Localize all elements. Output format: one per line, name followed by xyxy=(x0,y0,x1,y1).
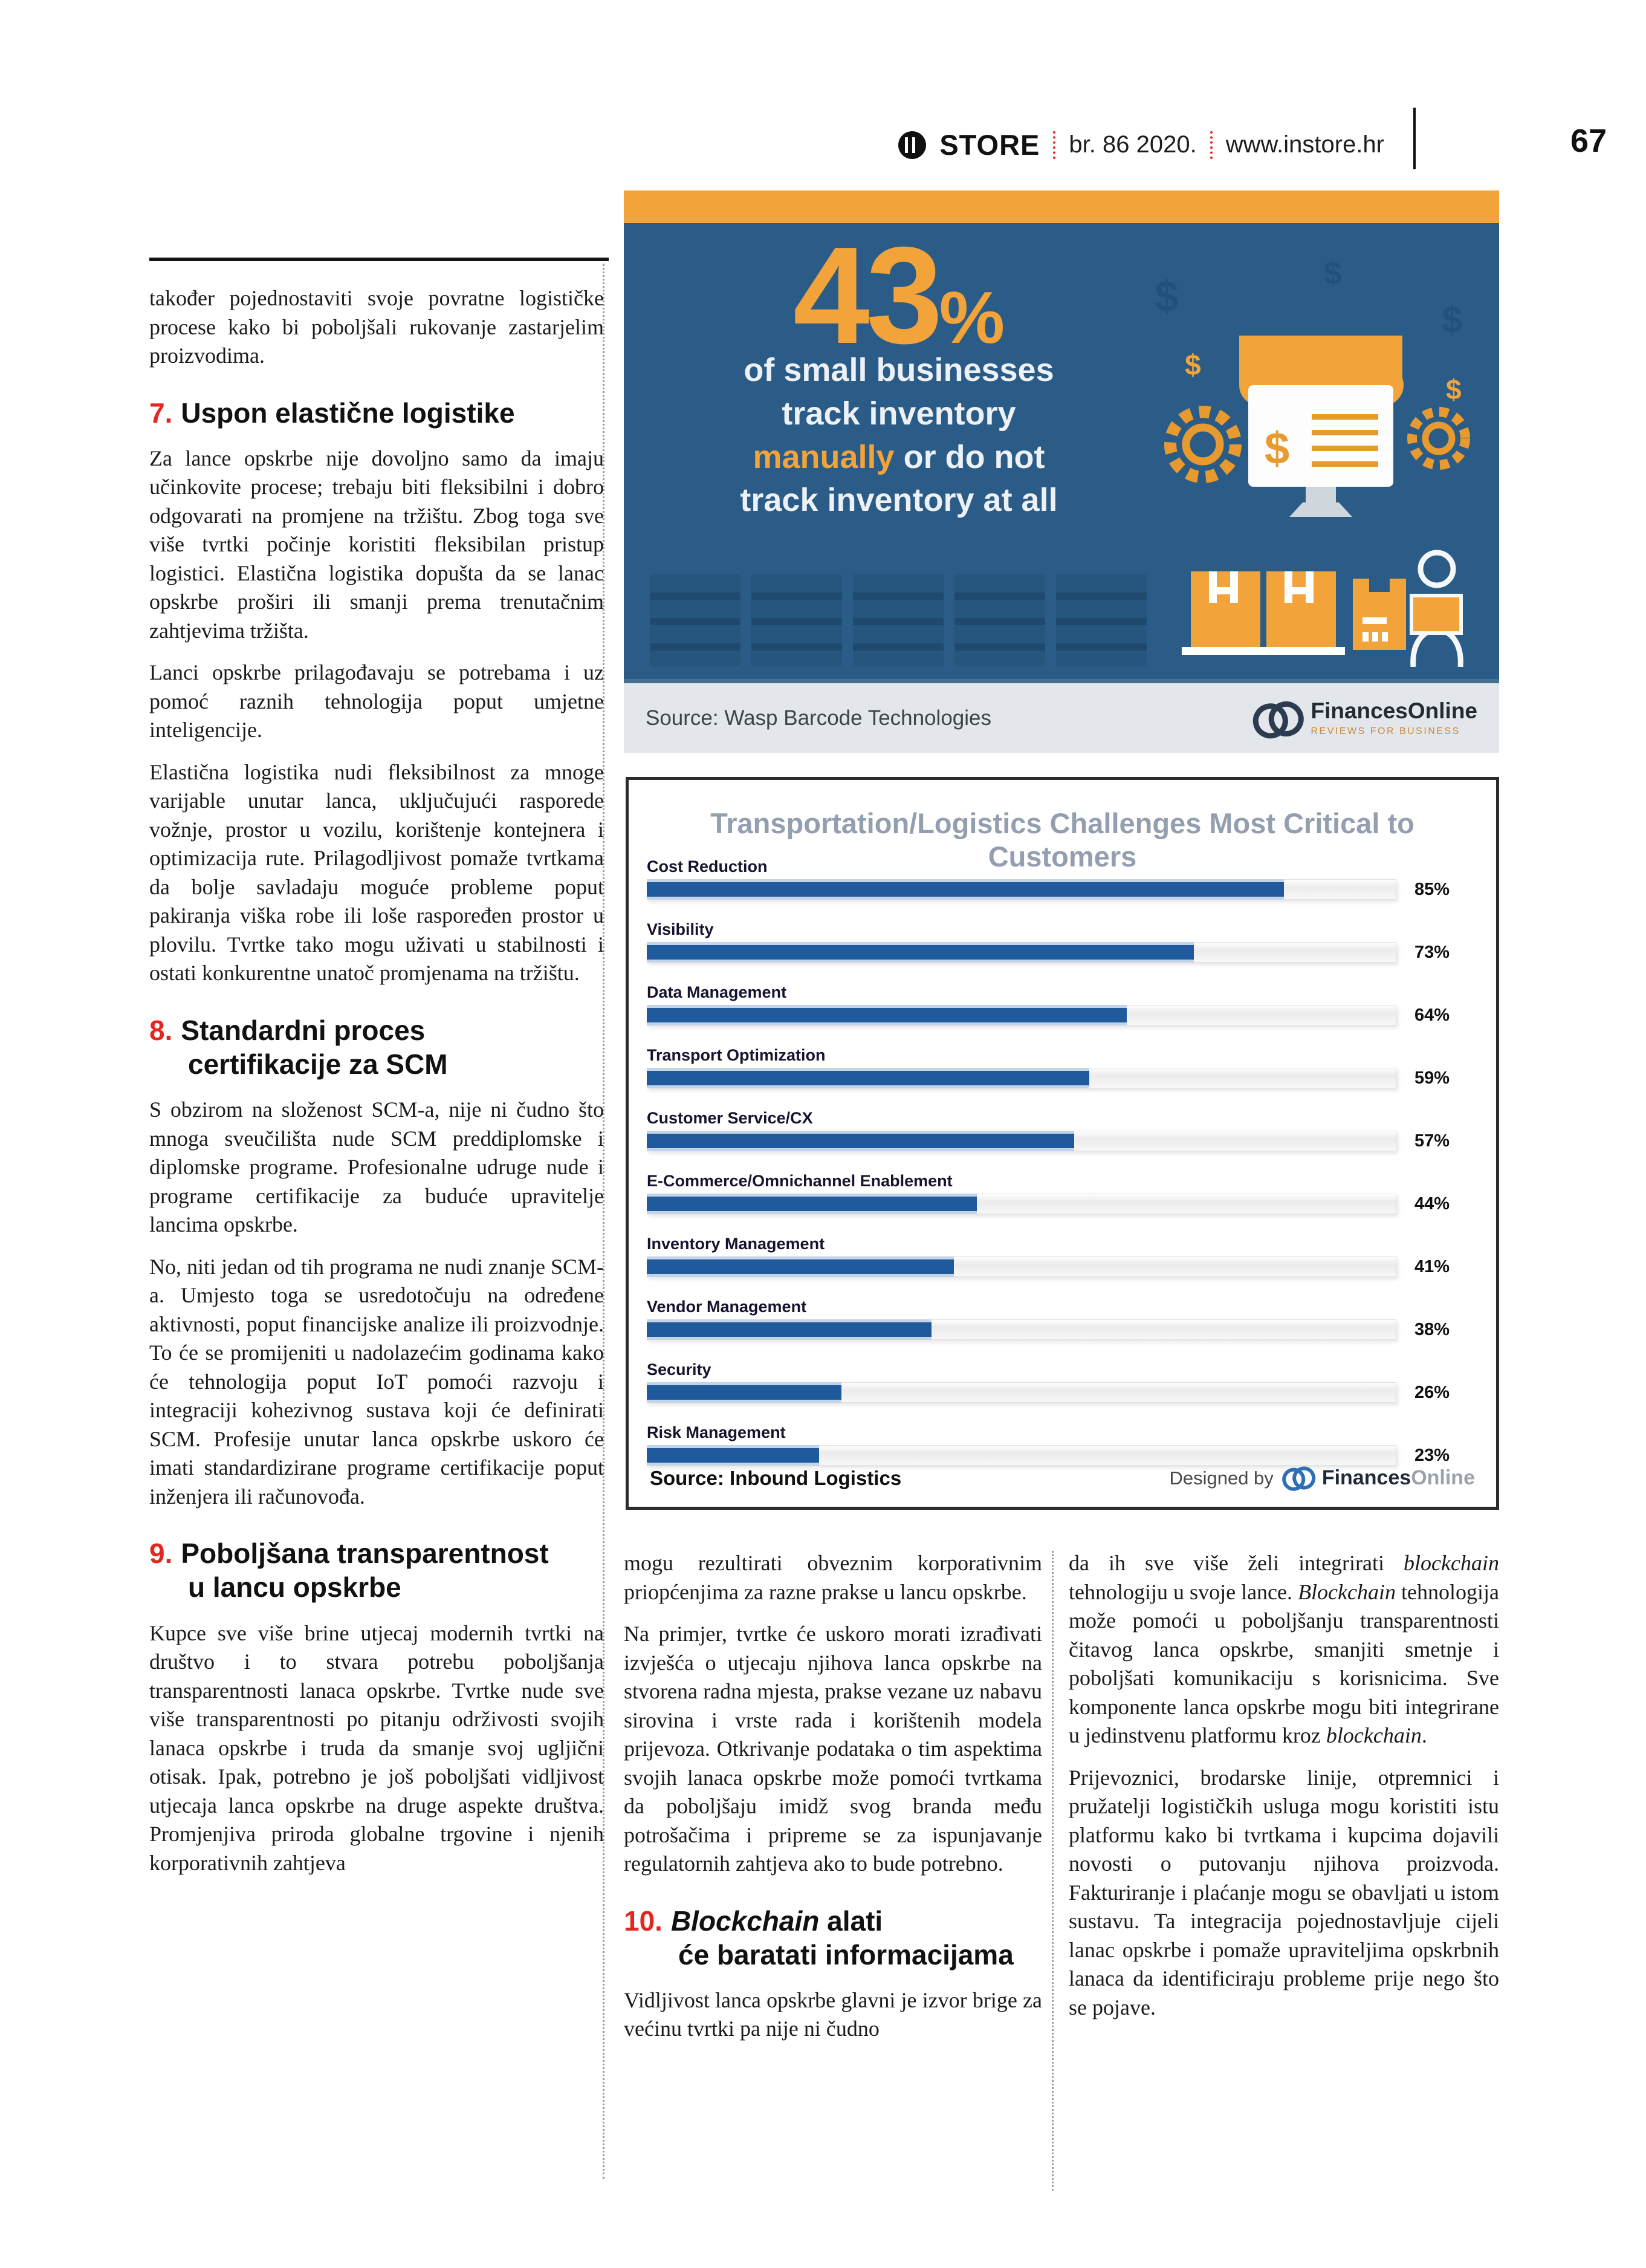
bar-value: 38% xyxy=(1414,1319,1450,1339)
shelf-icon xyxy=(650,574,740,666)
storefront-icon xyxy=(1239,336,1404,517)
bar-fill xyxy=(647,1445,819,1466)
shelf-icon xyxy=(954,574,1045,666)
issue-number: br. 86 2020. xyxy=(1069,131,1197,158)
chart-row xyxy=(647,857,1484,920)
svg-text:$: $ xyxy=(1446,374,1462,405)
instore-logo-icon xyxy=(898,131,926,159)
bar-track xyxy=(647,1382,1396,1403)
infographic-source-bar xyxy=(624,679,1499,753)
paragraph: Kupce sve više brine utjecaj modernih tvrtki na društvo i to stvara potrebu poboljšanja transparentnosti lanaca opskrbe. Tvrtke nude sve više transparentnosti po pitanju održivosti svojih lanaca opskrbe i truda da smanje svoj ugljični otisak. Ipak, potrebno je još poboljšati vidljivost utjecaja lanca opskrbe na druge aspekte društva. Promjenjiva priroda globalne trgovine i njenih korporativnih zahtjeva xyxy=(149,1620,604,1875)
bar-value: 41% xyxy=(1414,1256,1450,1276)
chart-rows xyxy=(647,857,1484,1486)
bar-track xyxy=(647,1319,1396,1340)
bar-fill xyxy=(647,1194,977,1214)
paragraph: Elastična logistika nudi fleksibilnost za mnoge varijable unutar lanca, uključujući rasporede vožnje, prostor u vozilu, korištenje kontejnera i optimizacija rute. Prilagodljivost pomaže tvrtkama da bolje savladaju moguće probleme poput pakiranja viška robe ili loše raspoređen prostor u plovilu. Tvrtke tako mogu uživati u stabilnosti i ostati konkurentne unatoč promjenama na tržištu. xyxy=(149,759,604,986)
paragraph: S obzirom na složenost SCM-a, nije ni čudno što mnoga sveučilišta nude SCM preddiplomske i diplomske programe. Profesionalne udruge nude i programe certifikacije za buduće upravitelje lancima opskrbe. xyxy=(149,1097,604,1237)
header-separator xyxy=(1210,131,1213,159)
bar-label: Inventory Management xyxy=(647,1235,825,1253)
magazine-title: STORE xyxy=(939,129,1040,161)
chart-row xyxy=(647,1109,1484,1172)
bar-label: E-Commerce/Omnichannel Enablement xyxy=(647,1172,953,1190)
bar-label: Security xyxy=(647,1360,711,1379)
bar-label: Visibility xyxy=(647,920,714,938)
paragraph: također pojednostaviti svoje povratne logističke procese kako bi poboljšali rukovanje zastarjelim proizvodima. xyxy=(149,286,604,368)
column-separator xyxy=(1052,1551,1054,2191)
shelf-icon xyxy=(1056,574,1147,666)
middle-column xyxy=(624,1549,1042,2057)
inventory-infographic xyxy=(624,190,1499,753)
section-heading-8: 8. Standardni proces certifikacije za SCM xyxy=(149,1014,448,1080)
bar-value: 44% xyxy=(1414,1194,1450,1214)
chart-title: Transportation/Logistics Challenges Most Critical to Customers xyxy=(710,807,1414,872)
paragraph: Vidljivost lanca opskrbe glavni je izvor brige za većinu tvrtki pa nije ni čudno xyxy=(624,1987,1042,2041)
paragraph: Lanci opskrbe prilagođavaju se potrebama i uz pomoć raznih tehnologija poput umjetne inteligencije. xyxy=(149,660,604,742)
header-separator xyxy=(1053,131,1055,159)
paragraph: da ih sve više želi integrirati blockchain tehnologiju u svoje lance. Blockchain tehnologija može pomoći u poboljšanju transparentnosti čitavog lanca opskrbe, smanjiti smetnje i poboljšati komunikaciju s korisnicima. Sve komponente lanca opskrbe mogu biti integrirane u jedinstvenu platformu kroz blockchain. xyxy=(1069,1551,1499,1748)
bar-fill xyxy=(647,1131,1074,1151)
right-column xyxy=(1069,1549,1499,2035)
bar-track xyxy=(647,1256,1396,1277)
bar-value: 85% xyxy=(1414,879,1450,899)
section-heading-10: 10. Blockchain alati će baratati informacijama xyxy=(624,1905,1014,1971)
shelf-icon xyxy=(853,574,944,666)
box-icon xyxy=(1182,571,1345,655)
svg-text:$: $ xyxy=(1324,255,1343,291)
paragraph: Prijevoznici, brodarske linije, otpremnici i pružatelji logističkih usluga mogu koristiti istu platformu kako bi tvrtkama i kupcima dojavili novosti o putovanju njihova proizvoda. Fakturiranje i plaćanje mogu se obavljati u istom sustavu. Ta integracija pojednostavljuje cijeli lanac opskrbe i pomaže upraviteljima opskrbnih lanaca da identificiraju probleme prije nego što se pojave. xyxy=(1069,1765,1499,2019)
bar-label: Data Management xyxy=(647,983,787,1001)
financesonline-logo-icon xyxy=(1249,697,1303,739)
section-heading-7: 7. Uspon elastične logistike xyxy=(149,397,515,429)
bar-track xyxy=(647,1131,1396,1151)
stat-caption: of small businesses track inventory manually or do not track inventory at all xyxy=(740,352,1058,519)
svg-text:$: $ xyxy=(1185,349,1201,382)
financesonline-logo-icon xyxy=(1280,1463,1316,1493)
bar-fill xyxy=(647,1319,932,1340)
chart-row xyxy=(647,1298,1484,1360)
bar-fill xyxy=(647,1256,954,1277)
bar-fill xyxy=(647,1068,1089,1088)
infographic-artwork xyxy=(1136,233,1487,667)
stat-43-percent: 43% xyxy=(792,219,1005,372)
person-icon xyxy=(1411,553,1461,667)
paragraph: Za lance opskrbe nije dovoljno samo da imaju učinkovite procese; trebaju biti fleksibilni i dobro odgovarati na promjene na tržištu. Zbog toga sve više tvrtki počinje koristiti fleksibilan pristup logistici. Elastična logistika dopušta da se lanac opskrbe proširi ili smanji prema trenutačnim zahtjevima tržišta. xyxy=(149,446,604,643)
designed-by: Designed by FinancesOnline xyxy=(1169,1466,1475,1490)
page-number: 67 xyxy=(1570,123,1607,159)
chart-footer xyxy=(650,1466,1475,1490)
paragraph: No, niti jedan od tih programa ne nudi znanje SCM-a. Umjesto toga se usredotočuju na određene aktivnosti, poput financijske analize ili proizvodnje. To će se promijeniti u nadolazećim godinama kako će tehnologija poput IoT pomoći razvoju i integraciji kohezivnog sustava koji će definirati SCM. Profesije unutar lanca opskrbe uskoro će imati standardizirane programe certifikacije poput inženjera ili računovođa. xyxy=(149,1254,604,1509)
brand-name: FinancesOnline xyxy=(1311,698,1477,723)
chart-row xyxy=(647,920,1484,983)
left-column xyxy=(149,284,604,1891)
bar-label: Customer Service/CX xyxy=(647,1109,813,1127)
bar-track xyxy=(647,879,1396,900)
website-url: www.instore.hr xyxy=(1225,131,1384,158)
gear-icon xyxy=(1412,412,1465,465)
paragraph: mogu rezultirati obveznim korporativnim priopćenjima za razne prakse u lancu opskrbe. xyxy=(624,1551,1042,1604)
bar-label: Vendor Management xyxy=(647,1298,807,1316)
source-text: Source: Wasp Barcode Technologies xyxy=(646,706,991,730)
paragraph: Na primjer, tvrtke će uskoro morati izrađivati izvješća o utjecaju njihova lanca opskrbe na stvorena radna mjesta, prakse vezane uz nabavu sirovina i vrste rada i korištenih modela prijevoza. Otkrivanje podataka o tim aspektima svojih lanaca opskrbe može pomoći tvrtkama da poboljšaju imidž svog branda među potrošačima i pripreme se za ispunjavanje regulatornih zahtjeva ako to bude potrebno. xyxy=(624,1622,1042,1876)
bar-track xyxy=(647,942,1396,963)
bar-fill xyxy=(647,1382,841,1403)
chart-row xyxy=(647,983,1484,1046)
gear-icon xyxy=(1170,412,1236,477)
section-heading-9: 9. Poboljšana transparentnost u lancu opskrbe xyxy=(149,1538,549,1604)
bar-value: 64% xyxy=(1414,1005,1450,1025)
bar-value: 26% xyxy=(1414,1382,1450,1402)
bar-track xyxy=(647,1194,1396,1214)
bar-fill xyxy=(647,942,1194,963)
bar-label: Risk Management xyxy=(647,1423,786,1441)
svg-text:$: $ xyxy=(1265,423,1290,473)
bar-track xyxy=(647,1005,1396,1025)
bar-label: Cost Reduction xyxy=(647,857,768,876)
shelf-icon xyxy=(751,574,842,666)
bar-label: Transport Optimization xyxy=(647,1046,826,1064)
column-top-rule xyxy=(149,258,609,261)
svg-text:$: $ xyxy=(1442,299,1463,341)
svg-text:$: $ xyxy=(1155,273,1179,321)
chart-row xyxy=(647,1172,1484,1235)
bar-value: 57% xyxy=(1414,1131,1450,1151)
bar-track xyxy=(647,1445,1396,1466)
chart-source: Source: Inbound Logistics xyxy=(650,1466,902,1489)
bar-track xyxy=(647,1068,1396,1088)
page-header xyxy=(898,128,1384,161)
chart-row xyxy=(647,1235,1484,1298)
bar-value: 59% xyxy=(1414,1068,1450,1088)
header-divider xyxy=(1413,108,1416,169)
bar-value: 73% xyxy=(1414,942,1450,962)
chart-row xyxy=(647,1046,1484,1109)
bar-fill xyxy=(647,879,1284,900)
chart-row xyxy=(647,1360,1484,1423)
bar-value: 23% xyxy=(1414,1445,1450,1465)
brand-tagline: REVIEWS FOR BUSINESS xyxy=(1311,726,1460,736)
logistics-challenges-chart xyxy=(626,777,1499,1510)
bar-fill xyxy=(647,1005,1127,1025)
barcode-box-icon xyxy=(1353,579,1406,650)
infographic-top-bar xyxy=(624,190,1499,223)
financesonline-logo xyxy=(1252,700,1477,737)
